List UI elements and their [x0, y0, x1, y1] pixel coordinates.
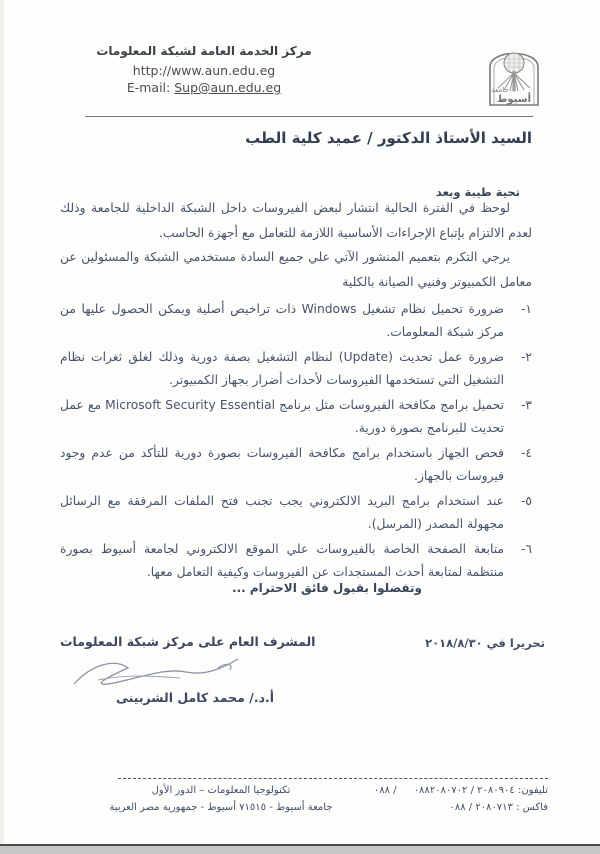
signer-title: المشرف العام على مركز شبكة المعلومات — [60, 634, 316, 649]
item-number: ٢- — [520, 350, 532, 364]
assiut-university-logo-icon — [485, 40, 543, 108]
item-text: عند استخدام برامج البريد الالكتروني يجب تجنب فتح الملفات المرفقة مع الرسائل مجهولة المصدر (المرسل). — [60, 494, 504, 531]
footer-address — [95, 783, 347, 816]
item-text: ضرورة عمل تحديث (Update) لنظام التشغيل بصفة دورية وذلك لغلق ثغرات نظام التشغيل التي تستخدمها الفيروسات لأحداث أضرار بجهاز الكمبيوتر. — [60, 350, 504, 387]
fax-number: ٢٠٨٠٧١٣ / ٠٨٨ — [449, 801, 513, 813]
list-item — [60, 346, 532, 392]
item-number: ٦- — [520, 542, 532, 556]
email-line — [90, 79, 318, 96]
list-item — [60, 394, 532, 440]
phone-number-1: ٢٠٨٠٩٠٤ / ٠٨٨ — [413, 785, 515, 796]
address-line: جامعة أسيوط - ٧١٥١٥ أسيوط - جمهورية مصر العربية — [109, 801, 333, 813]
department-line: تكنولوجيا المعلومات – الدور الأول — [151, 785, 291, 796]
fax-label: فاكس : — [512, 801, 548, 813]
bottom-scan-edge-strip — [0, 846, 600, 854]
footer-contact — [374, 783, 548, 816]
list-item — [60, 442, 532, 488]
item-number: ١- — [520, 302, 532, 316]
footer-divider — [118, 778, 548, 779]
scan-edge-left — [0, 0, 4, 854]
logo-caption-bottom: أسيوط — [497, 94, 531, 105]
phone-line — [374, 783, 548, 800]
list-item — [60, 538, 532, 584]
intro-paragraph: لوحظ في الفترة الحالية انتشار لبعض الفيروسات داخل الشبكة الداخلية للجامعة وذلك لعدم الالتزام بإتباع الإجراءات الأساسية اللازمة للتعامل مع أجهزة الحاسب. — [60, 201, 532, 240]
item-number: ٣- — [520, 398, 532, 412]
recipient-title: السيد الأستاذ الدكتور / عميد كلية الطب — [245, 129, 532, 147]
org-name: مركز الخدمة العامة لشبكة المعلومات — [96, 44, 312, 58]
signer-name: أ.د./ محمد كامل الشربينى — [115, 690, 275, 705]
item-text: متابعة الصفحة الخاصة بالفيروسات علي الموقع الالكتروني لجامعة أسيوط بصورة منتظمة لمتابعة أحدث المستجدات عن الفيروسات وكيفية التعامل معها. — [60, 542, 504, 579]
signature-scribble — [68, 648, 258, 696]
phone-label: تليفون: — [514, 785, 548, 796]
item-text: ضرورة تحميل نظام تشغيل Windows ذات تراخيص أصلية ويمكن الحصول عليها من مركز شبكة المعلومات. — [60, 302, 504, 339]
item-text: تحميل برامج مكافحة الفيروسات مثل برنامج Microsoft Security Essential مع عمل تحديث للبرنامج بصورة دورية. — [60, 398, 504, 435]
salutation: تحية طيبة وبعد — [435, 185, 520, 199]
instructions-list — [60, 298, 532, 584]
closing-line: وتفضلوا بقبول فائق الاحترام ... — [232, 581, 422, 595]
list-item — [60, 490, 532, 536]
item-number: ٥- — [520, 494, 532, 508]
fax-line — [374, 800, 548, 817]
item-text: فحص الجهاز باستخدام برامج مكافحة الفيروسات بصورة دورية للتأكد من عدم وجود فيروسات بالجهاز. — [60, 446, 504, 483]
letter-body — [60, 196, 532, 586]
header-divider — [85, 116, 533, 117]
item-number: ٤- — [520, 446, 532, 460]
date-line: تحريرا في ٢٠١٨/٨/٣٠ — [425, 636, 545, 650]
request-paragraph: يرجي التكرم بتعميم المنشور الآتي علي جميع السادة مستخدمي الشبكة والمسئولين عن معامل الكمبيوتر وفنيي الصيانة بالكلية — [60, 250, 532, 289]
logo-caption-top: جامعة — [491, 86, 509, 94]
phone-number-2: ٢٠٨٠٧٠٢ / ٠٨٨ — [373, 785, 468, 796]
email-address: Sup@aun.edu.eg — [174, 80, 282, 95]
list-item — [60, 298, 532, 344]
letterhead — [90, 44, 318, 96]
website-url: http://www.aun.edu.eg — [132, 63, 276, 78]
email-label: E-mail: — [126, 80, 175, 95]
